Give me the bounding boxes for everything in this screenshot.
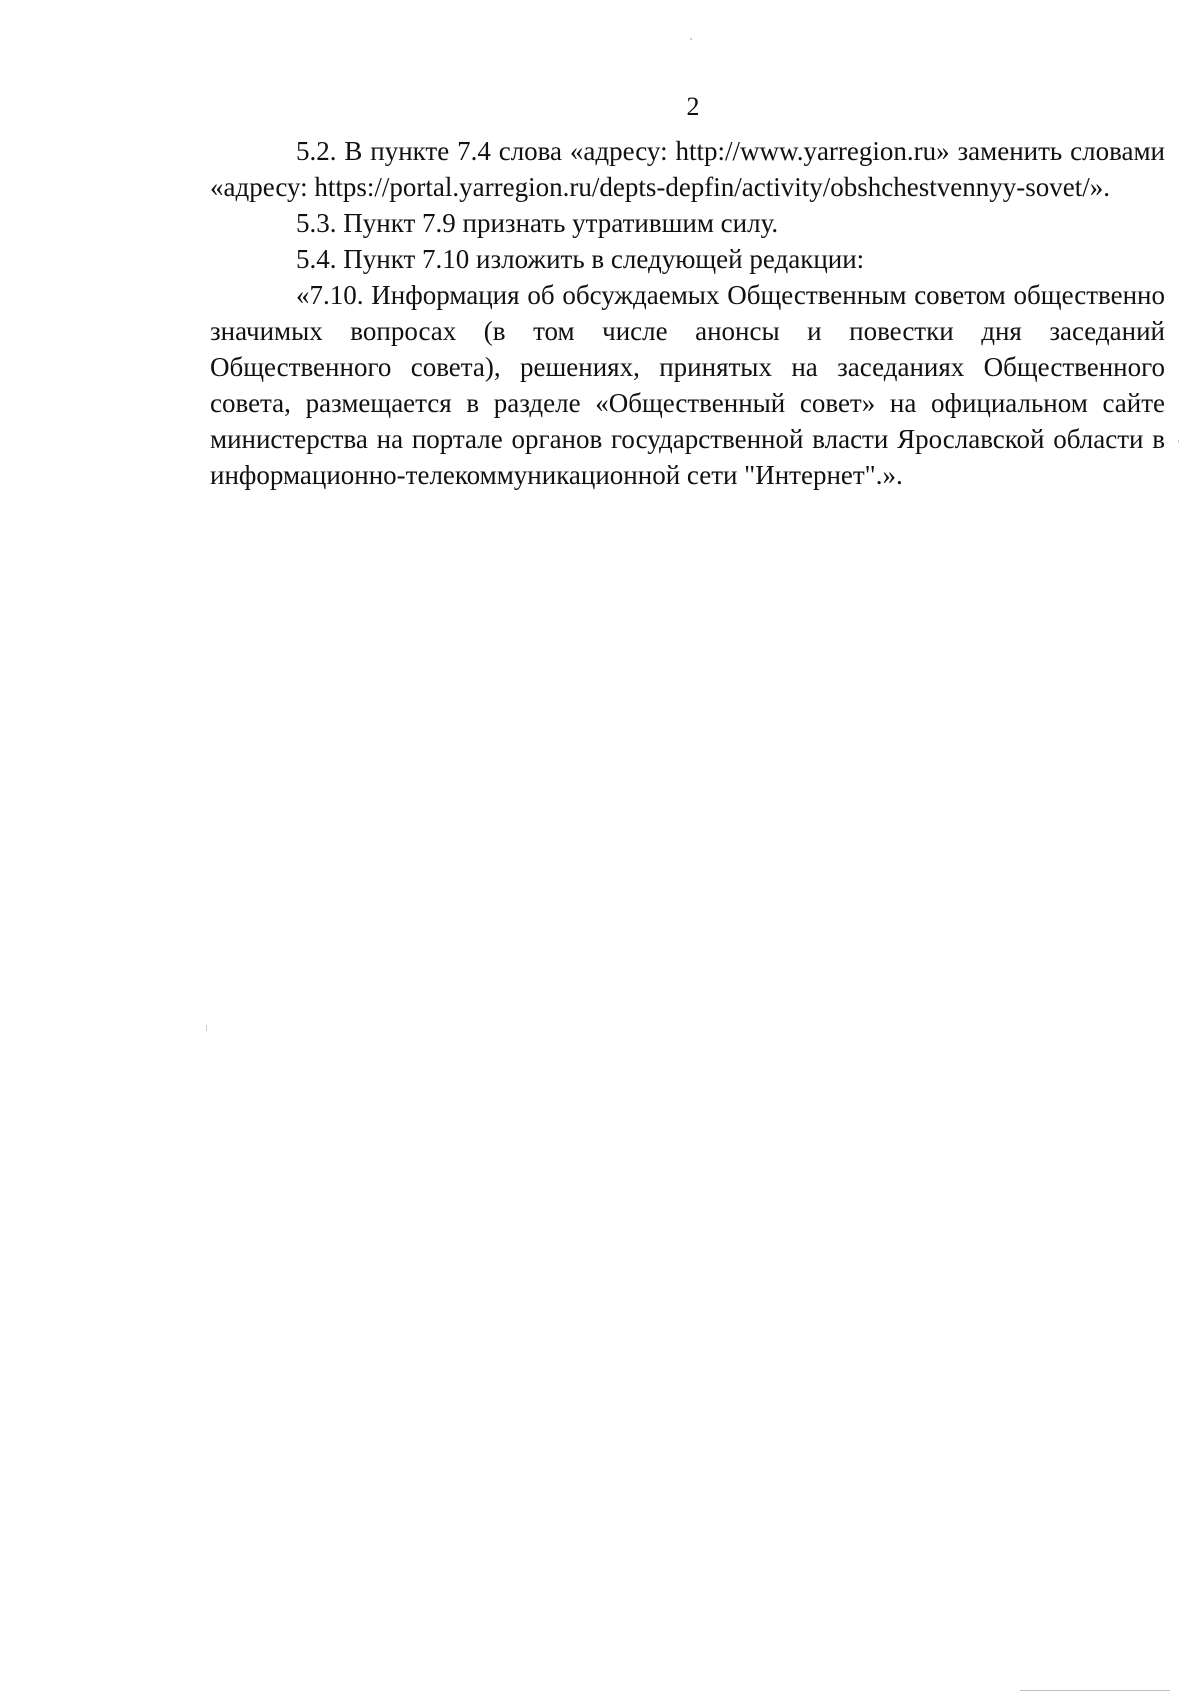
paragraph-5-3: 5.3. Пункт 7.9 признать утратившим силу. <box>296 208 779 238</box>
scan-speck <box>1178 440 1179 443</box>
scan-edge-line <box>1020 1690 1170 1691</box>
paragraph-7-10-quote: «7.10. Информация об обсуждаемых Общественным советом общественно значимых вопросах (в том числе анонсы и повестки дня заседаний Общественного совета), решениях, принятых на заседаниях Общественного совета, размещается в разделе «Общественный совет» на официальном сайте министерства на портале органов государственной власти Ярославской области в информационно-телекоммуникационной сети "Интернет".». <box>210 280 1165 490</box>
scan-speck <box>690 38 692 40</box>
scan-speck <box>206 1025 207 1031</box>
paragraph-5-4: 5.4. Пункт 7.10 изложить в следующей редакции: <box>296 244 865 274</box>
page-number: 2 <box>686 92 700 121</box>
document-body <box>210 133 1165 493</box>
paragraph-5-2: 5.2. В пункте 7.4 слова «адресу: http://www.yarregion.ru» заменить словами «адресу: https://portal.yarregion.ru/depts-depfin/activity/obshchestvennyy-sovet/». <box>210 136 1165 202</box>
